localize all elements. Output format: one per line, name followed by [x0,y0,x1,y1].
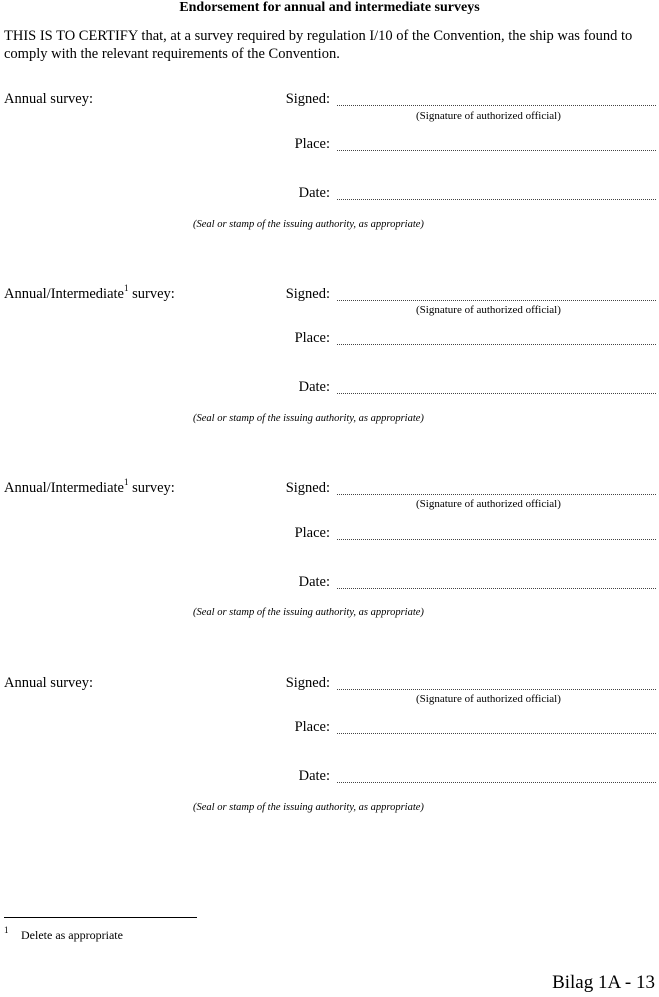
place-line[interactable] [337,344,656,345]
place-line[interactable] [337,539,656,540]
signature-caption: (Signature of authorized official) [416,304,561,316]
survey-label: Annual survey: [4,675,93,691]
page-title: Endorsement for annual and intermediate surveys [179,0,480,15]
signed-label: Signed: [285,675,330,691]
signature-line[interactable] [337,105,656,106]
seal-caption: (Seal or stamp of the issuing authority, as appropriate) [193,607,424,618]
place-label: Place: [294,525,330,541]
date-label: Date: [298,574,330,590]
date-line[interactable] [337,588,656,589]
seal-caption: (Seal or stamp of the issuing authority, as appropriate) [193,219,424,230]
date-label: Date: [298,185,330,201]
place-line[interactable] [337,733,656,734]
date-line[interactable] [337,393,656,394]
signature-caption: (Signature of authorized official) [416,693,561,705]
footnote-number: 1 [4,925,9,935]
footnote-divider [4,917,197,918]
signed-label: Signed: [285,286,330,302]
seal-caption: (Seal or stamp of the issuing authority, as appropriate) [193,413,424,424]
signature-caption: (Signature of authorized official) [416,498,561,510]
signature-line[interactable] [337,494,656,495]
date-label: Date: [298,768,330,784]
signature-line[interactable] [337,689,656,690]
place-label: Place: [294,136,330,152]
signed-label: Signed: [285,91,330,107]
survey-label: Annual/Intermediate$^1$ survey: [4,283,175,302]
certification-statement: THIS IS TO CERTIFY that, at a survey required by regulation I/10 of the Convention, the ship was found to comply with the relevant requirements of the Convention. [4,28,633,62]
date-label: Date: [298,379,330,395]
footnote-text: Delete as appropriate [21,928,123,942]
place-label: Place: [294,330,330,346]
survey-label: Annual/Intermediate$^1$ survey: [4,477,175,496]
survey-label: Annual survey: [4,91,93,107]
signed-label: Signed: [285,480,330,496]
seal-caption: (Seal or stamp of the issuing authority, as appropriate) [193,802,424,813]
page-number: Bilag 1A - 13 [552,972,655,993]
place-line[interactable] [337,150,656,151]
place-label: Place: [294,719,330,735]
date-line[interactable] [337,199,656,200]
signature-line[interactable] [337,300,656,301]
signature-caption: (Signature of authorized official) [416,110,561,122]
date-line[interactable] [337,782,656,783]
